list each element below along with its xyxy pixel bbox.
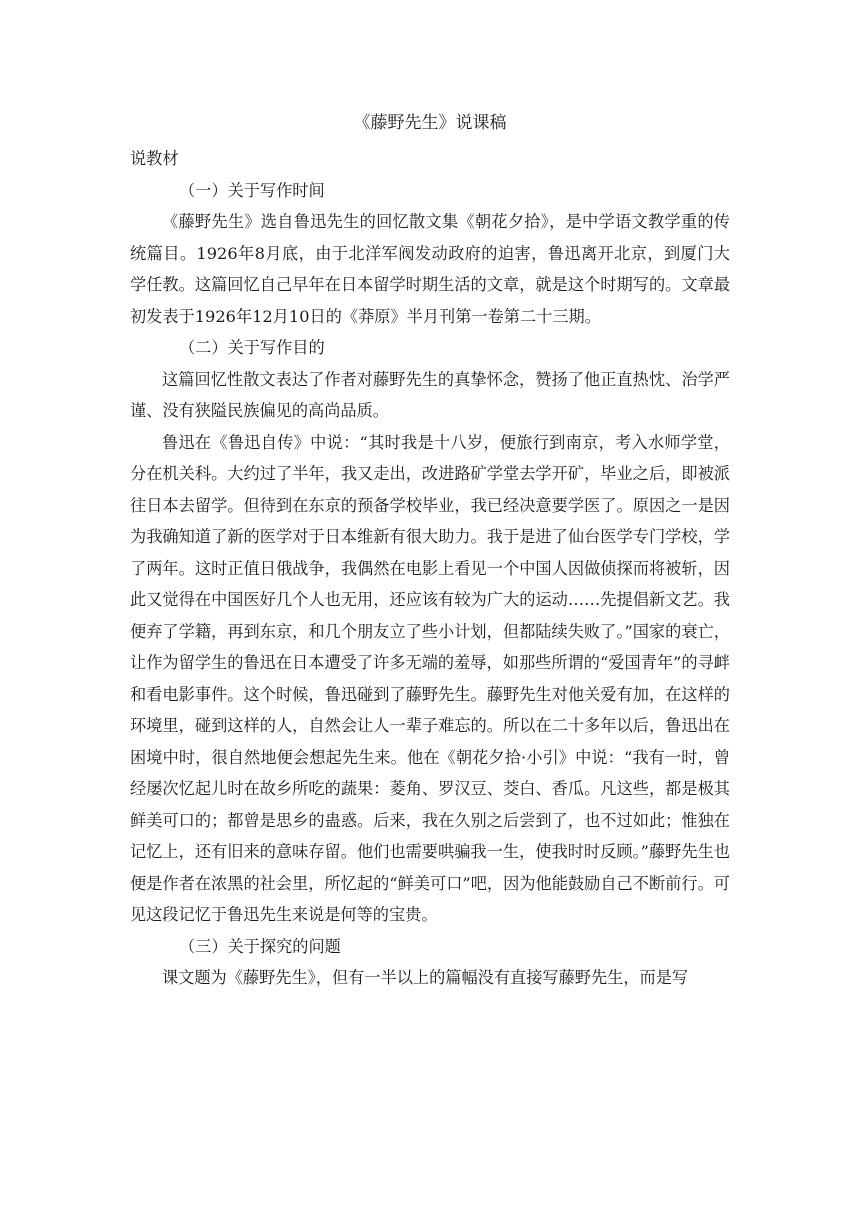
paragraph-writing-purpose: 这篇回忆性散文表达了作者对藤野先生的真挚怀念，赞扬了他正直热忱、治学严谨、没有狭隘民族偏见的高尚品质。 [130,369,730,420]
section-label: 说教材 [130,149,179,168]
heading-writing-purpose: （二）关于写作目的 [179,338,325,357]
paragraph-lu-xun-autobiography: 鲁迅在《鲁迅自传》中说：“其时我是十八岁，便旅行到南京，考入水师学堂，分在机关科。大约过了半年，我又走出，改进路矿学堂去学开矿，毕业之后，即被派往日本去留学。但待到在东京的预备学校毕业，我已经决意要学医了。原因之一是因为我确知道了新的医学对于日本维新有很大助力。我于是进了仙台医学专门学校，学了两年。这时正值日俄战争，我偶然在电影上看见一个中国人因做侦探而将被斩，因此又觉得在中国医好几个人也无用，还应该有较为广大的运动……先提倡新文艺。我便弃了学籍，再到东京，和几个朋友立了些小计划，但都陆续失败了。”国家的衰亡，让作为留学生的鲁迅在日本遭受了许多无端的羞辱，如那些所谓的“爱国青年”的寻衅和看电影事件。这个时候，鲁迅碰到了藤野先生。藤野先生对他关爱有加，在这样的环境里，碰到这样的人，自然会让人一辈子难忘的。所以在二十多年以后，鲁迅出在困境中时，很自然地便会想起先生来。他在《朝花夕拾·小引》中说：“我有一时，曾经屡次忆起儿时在故乡所吃的蔬果：菱角、罗汉豆、茭白、香瓜。凡这些，都是极其鲜美可口的；都曾是思乡的蛊惑。后来，我在久别之后尝到了，也不过如此；惟独在记忆上，还有旧来的意味存留。他们也需要哄骗我一生，使我时时反顾。”藤野先生也便是作者在浓黑的社会里，所忆起的“鲜美可口”吧，因为他能鼓励自己不断前行。可见这段记忆于鲁迅先生来说是何等的宝贵。 [130,432,730,924]
paragraph-inquiry-question: 课文题为《藤野先生》，但有一半以上的篇幅没有直接写藤野先生，而是写 [162,968,689,987]
heading-inquiry-question: （三）关于探究的问题 [179,936,341,956]
heading-writing-time: （一）关于写作时间 [179,180,325,200]
document-title: 《藤野先生》说课稿 [353,113,507,133]
paragraph-writing-time: 《藤野先生》选自鲁迅先生的回忆散文集《朝花夕拾》，是中学语文教学重的传统篇目。1926年8月底，由于北洋军阀发动政府的迫害，鲁迅离开北京，到厦门大学任教。这篇回忆自己早年在日本留学时期生活的文章，就是这个时期写的。文章最初发表于1926年12月10日的《莽原》半月刊第一卷第二十三期。 [130,212,730,326]
document-body [130,143,730,994]
